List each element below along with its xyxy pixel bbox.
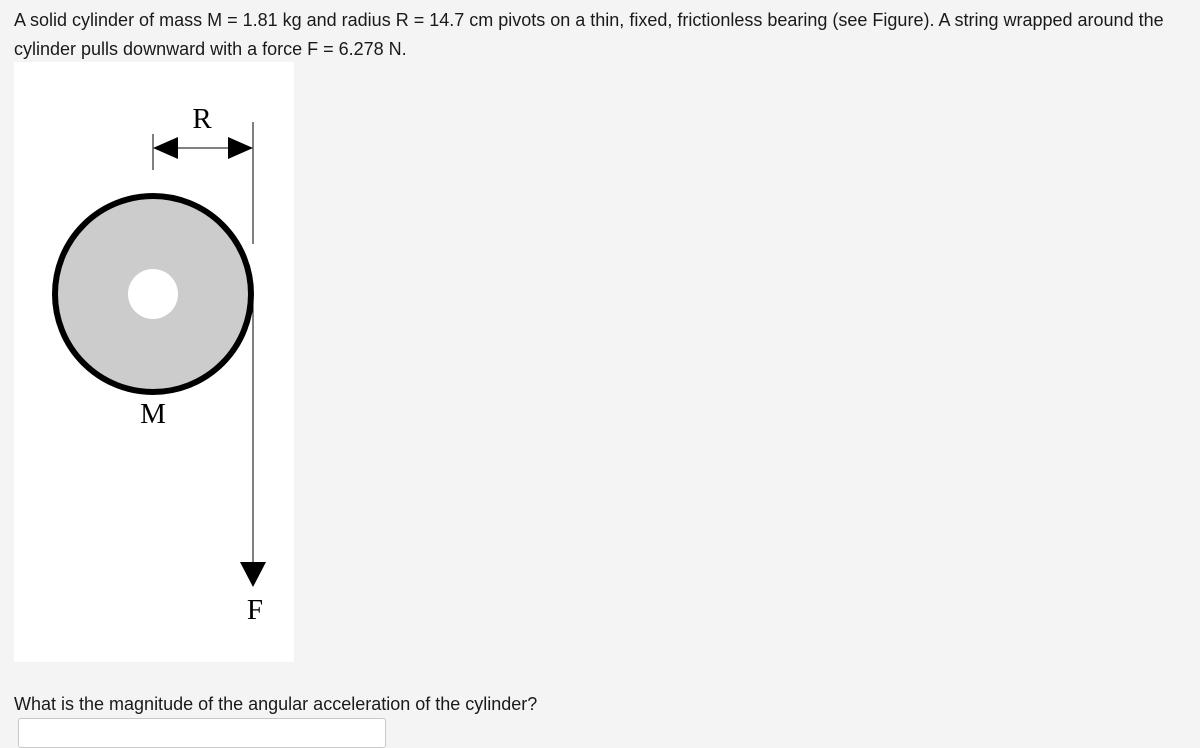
figure-diagram (14, 62, 294, 662)
question-text: What is the magnitude of the angular acceleration of the cylinder? (14, 694, 538, 714)
force-arrow-icon (240, 562, 266, 587)
radius-arrow-left-icon (153, 137, 178, 159)
figure (14, 62, 294, 662)
answer-input[interactable] (18, 718, 386, 748)
bearing-hole (128, 269, 178, 319)
problem-statement: A solid cylinder of mass M = 1.81 kg and radius R = 14.7 cm pivots on a thin, fixed, frictionless bearing (see Figure). A string wrapped around the cylinder pulls downward with a force F = 6.278 N. (14, 10, 1164, 59)
mass-label: M (140, 398, 166, 430)
radius-label: R (192, 103, 212, 135)
radius-arrow-right-icon (228, 137, 253, 159)
force-label: F (246, 594, 264, 626)
